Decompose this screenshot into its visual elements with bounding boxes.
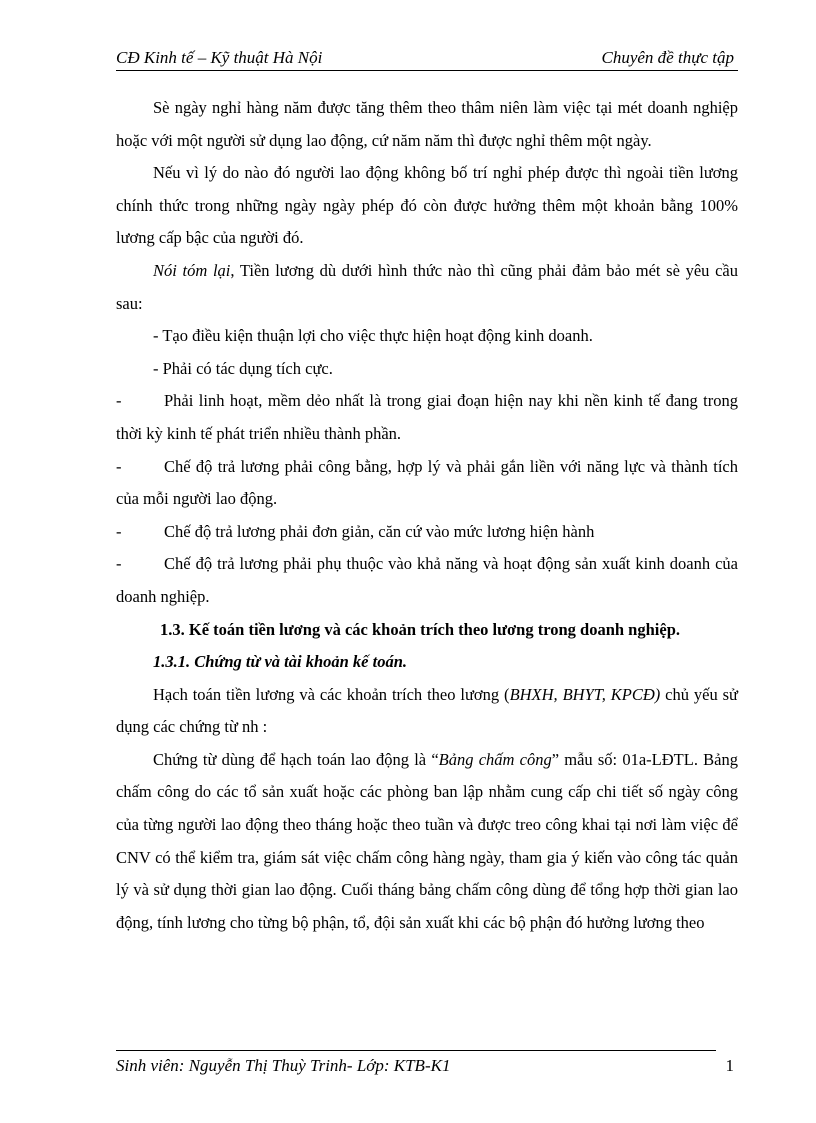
paragraph-documents [116, 679, 738, 744]
paragraph-summary [116, 255, 738, 320]
timesheet-text-a: Chứng từ dùng để hạch toán lao động là “ [153, 749, 439, 769]
header-school-name: CĐ Kinh tế – Kỹ thuật Hà Nội [116, 48, 323, 67]
dash-item-text: Chế độ trả lương phải đơn giản, căn cứ vào mức lương hiện hành [164, 521, 595, 541]
documents-insurance-list: BHXH, BHYT, KPCĐ) [509, 684, 661, 704]
paragraph-timesheet [116, 744, 738, 940]
document-body [116, 92, 738, 939]
dash-item-text: Chế độ trả lương phải phụ thuộc vào khả năng và hoạt động sản xuất kinh doanh của doanh nghiệp. [116, 554, 738, 606]
timesheet-text-b: ” mẫu số: 01a-LĐTL. Bảng chấm công do các tổ sản xuất hoặc các phòng ban lập nhằm cung cấp chi tiết số ngày công của từng người lao động theo tháng hoặc theo tuần và được treo công khai tại nơi làm việc để CNV có thể kiểm tra, giám sát việc chấm công hàng ngày, tham gia ý kiến vào công tác quản lý và sử dụng thời gian lao động. Cuối tháng bảng chấm công dùng để tổng hợp thời gian lao động, tính lương cho từng bộ phận, tổ, đội sản xuất khi các bộ phận đó hưởng lương theo [116, 749, 738, 932]
paragraph-leave-days: Sè ngày nghỉ hàng năm được tăng thêm theo thâm niên làm việc tại mét doanh nghiệp hoặc với một người sử dụng lao động, cứ năm năm thì được nghỉ thêm một ngày. [116, 98, 738, 150]
documents-text-b: chủ yếu sử dụng các chứng từ nh : [116, 684, 738, 737]
subsection-heading: 1.3.1. Chứng từ và tài khoản kế toán. [153, 652, 408, 672]
list-item: - Tạo điều kiện thuận lợi cho việc thực hiện hoạt động kinh doanh. [153, 326, 593, 346]
dash-item-text: Phải linh hoạt, mềm dẻo nhất là trong giai đoạn hiện nay khi nền kinh tế đang trong thời kỳ kinh tế phát triển nhiều thành phần. [116, 391, 738, 443]
dash-mark: - [116, 391, 122, 411]
summary-text: , Tiền lương dù dưới hình thức nào thì cũng phải đảm bảo mét sè yêu cầu sau: [116, 260, 738, 313]
dash-mark: - [116, 521, 122, 541]
dash-item-text: Chế độ trả lương phải công bằng, hợp lý và phải gắn liền với năng lực và thành tích của mỗi người lao động. [116, 456, 738, 509]
timesheet-title: Bảng chấm công [438, 749, 552, 769]
page-header [116, 48, 738, 71]
page-number: 1 [725, 1056, 734, 1075]
summary-lead: Nói tóm lại [153, 260, 231, 280]
dash-item [116, 451, 738, 516]
dash-item [116, 385, 738, 450]
list-item: - Phải có tác dụng tích cực. [153, 358, 333, 378]
footer-student-info: Sinh viên: Nguyễn Thị Thuỳ Trinh- Lớp: KTB-K1 [116, 1056, 451, 1075]
dash-item [116, 516, 738, 549]
paragraph-leave-pay: Nếu vì lý do nào đó người lao động không bố trí nghỉ phép được thì ngoài tiền lương chính thức trong những ngày ngày phép đó còn được hưởng thêm một khoản bằng 100% lương cấp bậc của người đó. [116, 163, 738, 248]
dash-item [116, 548, 738, 613]
section-heading: 1.3. Kế toán tiền lương và các khoản trích theo lương trong doanh nghiệp. [160, 619, 680, 639]
footer-divider [116, 1050, 716, 1051]
dash-mark: - [116, 456, 122, 476]
header-report-title: Chuyên đề thực tập [601, 48, 734, 67]
dash-mark: - [116, 554, 122, 574]
documents-text-a: Hạch toán tiền lương và các khoản trích theo lương ( [153, 684, 510, 704]
